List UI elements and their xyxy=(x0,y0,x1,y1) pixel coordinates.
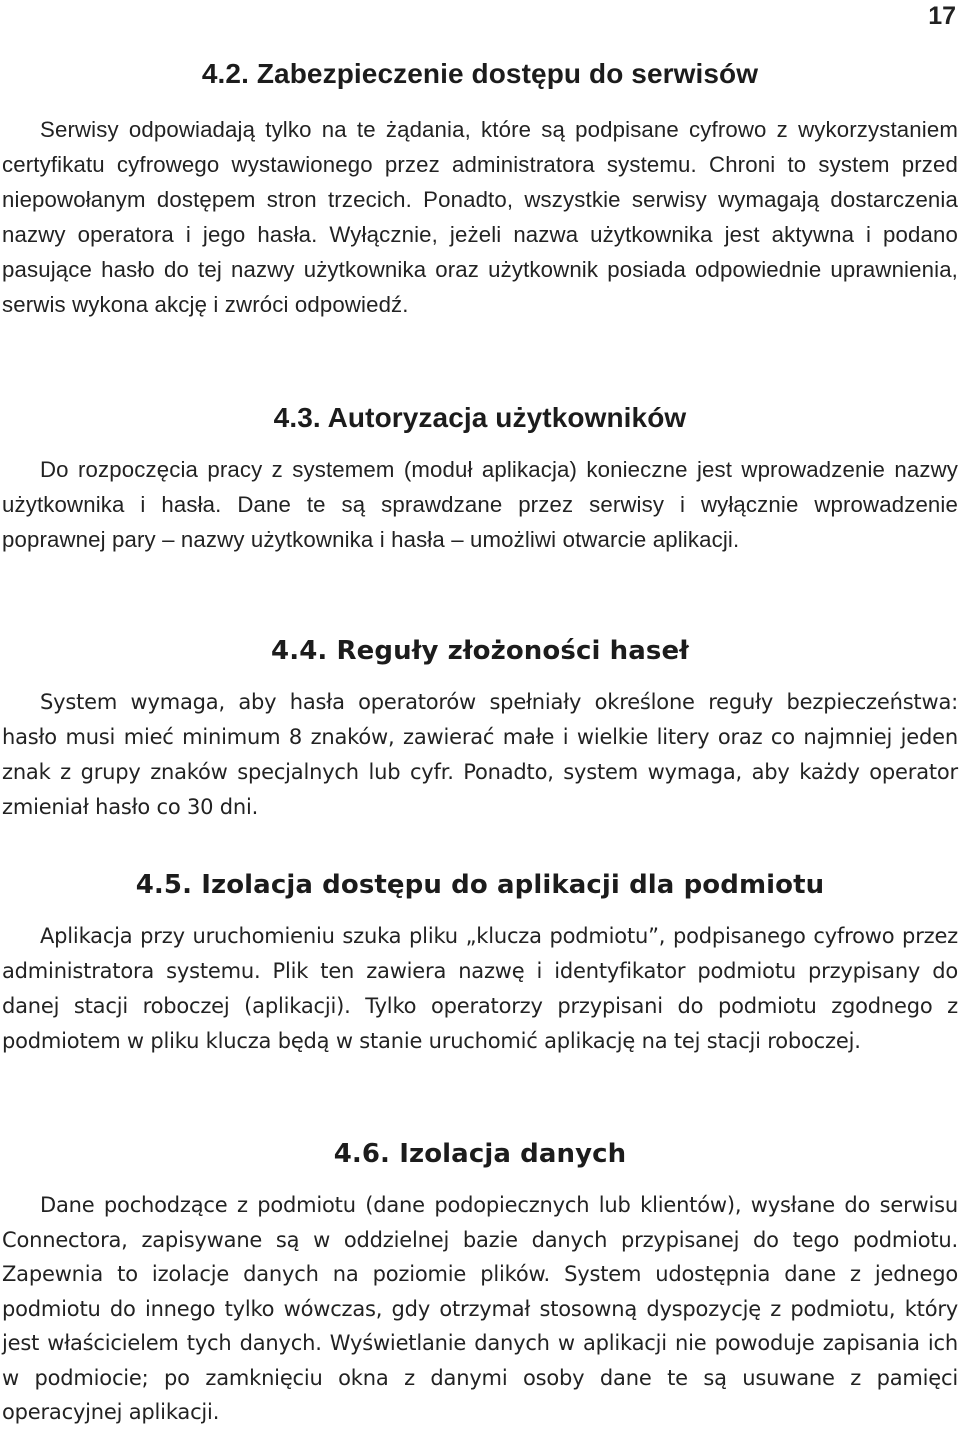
section-heading: 4.3. Autoryzacja użytkowników xyxy=(273,402,687,433)
section-heading: 4.4. Reguły złożoności haseł xyxy=(271,636,689,666)
section-heading: 4.2. Zabezpieczenie dostępu do serwisów xyxy=(201,58,759,89)
section-heading: 4.6. Izolacja danych xyxy=(333,1139,627,1169)
section-paragraph: Dane pochodzące z podmiotu (dane podopiecznych lub klientów), wysłane do serwisu Connectora, zapisywane są w oddzielnej bazie danych przypisanej do tego podmiotu. Zapewnia to izolacje danych na poziomie plików. System udostępnia dane z jednego podmiotu do innego tylko wówczas, gdy otrzymał stosowną dyspozycję z podmiotu, który jest właścicielem tych danych. Wyświetlanie danych w aplikacji nie powoduje zapisania ich w podmiocie; po zamknięciu okna z danymi osoby dane te są usuwane z pamięci operacyjnej aplikacji. xyxy=(2,1193,958,1424)
section-4-5 xyxy=(0,867,960,1059)
section-4-2 xyxy=(0,56,960,322)
section-4-3 xyxy=(0,400,960,557)
section-paragraph: Do rozpoczęcia pracy z systemem (moduł aplikacja) konieczne jest wprowadzenie nazwy użytkownika i hasła. Dane te są sprawdzane przez serwisy i wyłącznie wprowadzenie poprawnej pary – nazwy użytkownika i hasła – umożliwi otwarcie aplikacji. xyxy=(2,457,958,552)
section-heading: 4.5. Izolacja dostępu do aplikacji dla podmiotu xyxy=(135,870,825,900)
section-paragraph: System wymaga, aby hasła operatorów spełniały określone reguły bezpieczeństwa: hasło musi mieć minimum 8 znaków, zawierać małe i wielkie litery oraz co najmniej jeden znak z grupy znaków specjalnych lub cyfr. Ponadto, system wymaga, aby każdy operator zmieniał hasło co 30 dni. xyxy=(2,690,958,819)
section-paragraph: Aplikacja przy uruchomieniu szuka pliku „klucza podmiotu”, podpisanego cyfrowo przez administratora systemu. Plik ten zawiera nazwę i identyfikator podmiotu przypisany do danej stacji roboczej (aplikacji). Tylko operatorzy przypisani do podmiotu zgodnego z podmiotem w pliku klucza będą w stanie uruchomić aplikację na tej stacji roboczej. xyxy=(2,924,958,1053)
section-paragraph: Serwisy odpowiadają tylko na te żądania, które są podpisane cyfrowo z wykorzystaniem certyfikatu cyfrowego wystawionego przez administratora systemu. Chroni to system przed niepowołanym dostępem stron trzecich. Ponadto, wszystkie serwisy wymagają dostarczenia nazwy operatora i jego hasła. Wyłącznie, jeżeli nazwa użytkownika jest aktywna i podano pasujące hasło do tej nazwy użytkownika oraz użytkownik posiada odpowiednie uprawnienia, serwis wykona akcję i zwróci odpowiedź. xyxy=(2,117,958,317)
section-4-4 xyxy=(0,633,960,825)
page-number: 17 xyxy=(928,2,956,30)
section-4-6 xyxy=(0,1136,960,1430)
